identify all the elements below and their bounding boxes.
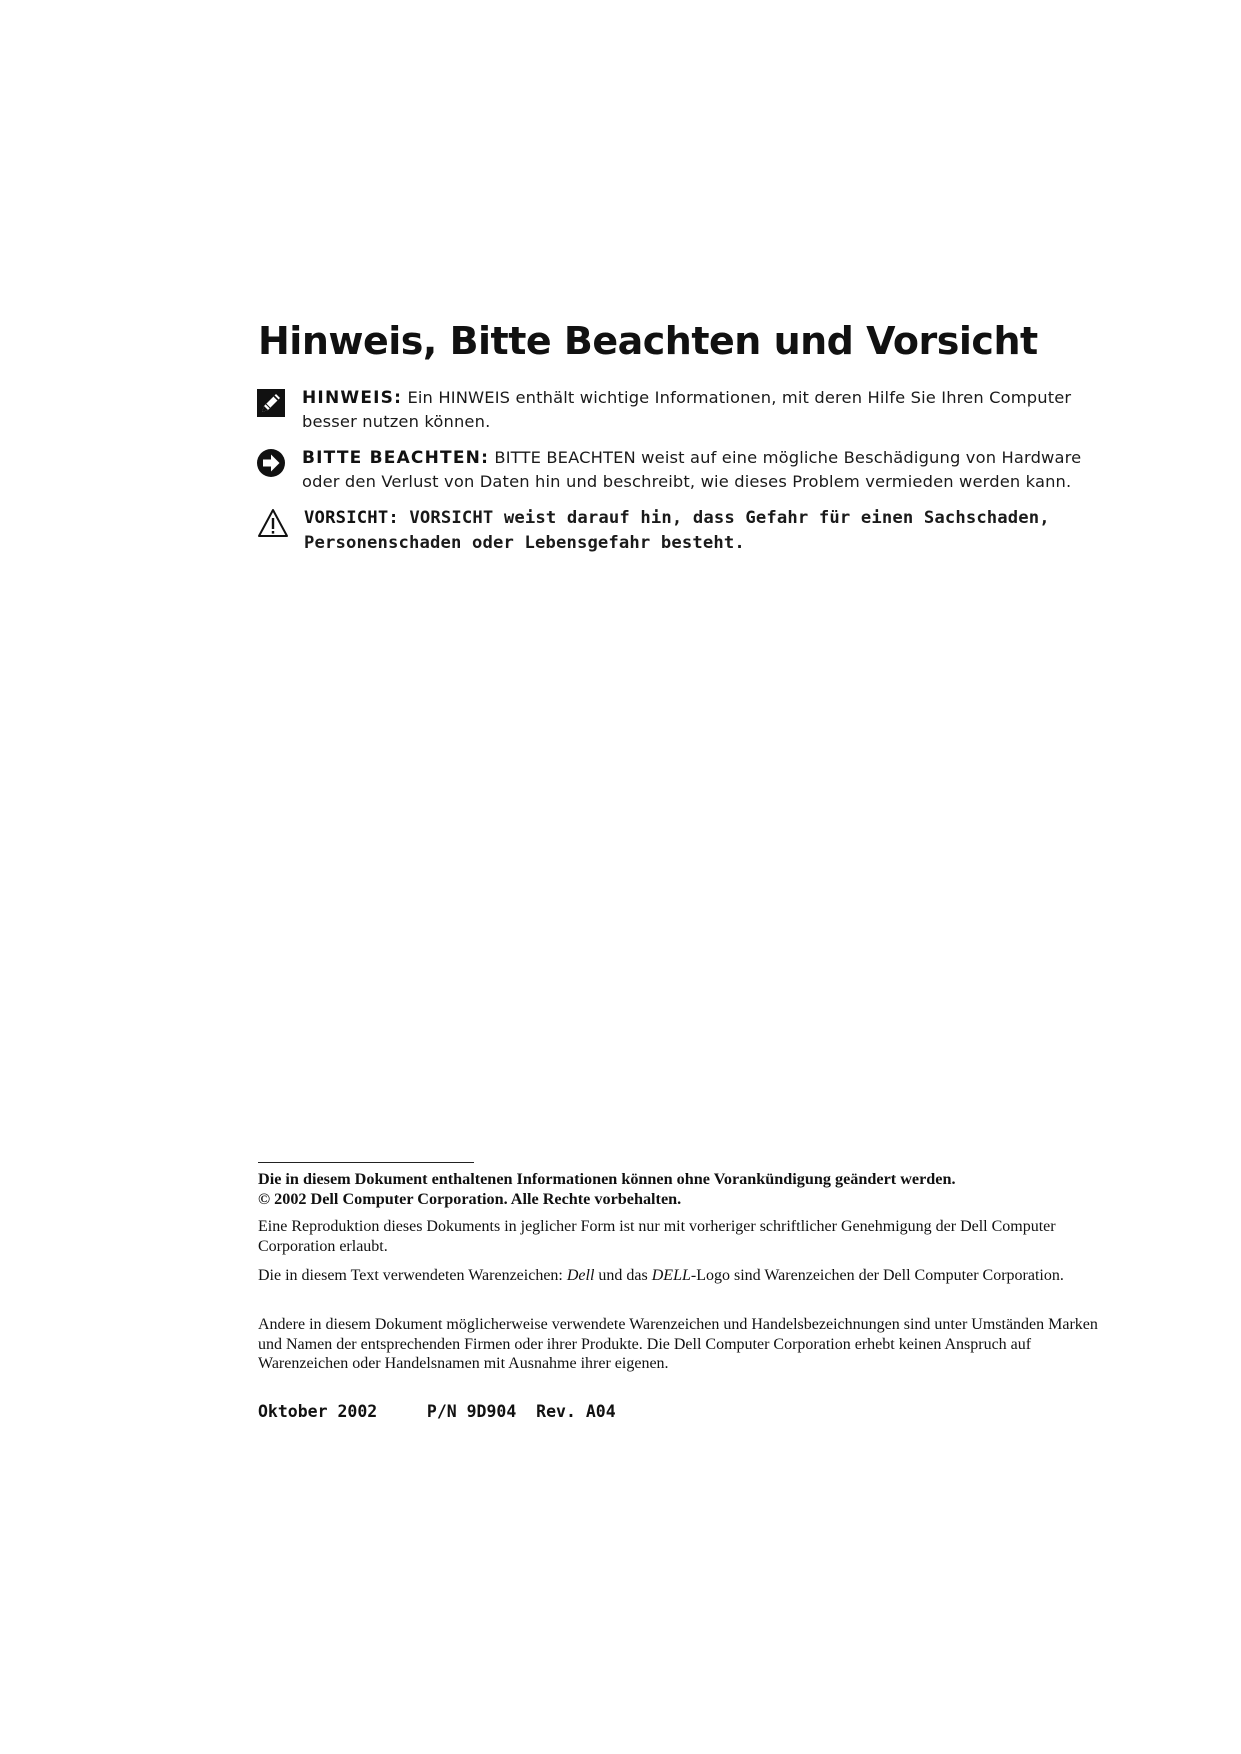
caution-label: VORSICHT: (304, 508, 399, 528)
trademark-text (258, 1266, 1098, 1286)
trademark-prefix: Die in diesem Text verwendeten Warenzeichen: (258, 1267, 567, 1284)
legal-divider (258, 1162, 474, 1163)
legal-changes-text: Die in diesem Dokument enthaltenen Informationen können ohne Vorankündigung geändert werden. (258, 1170, 956, 1188)
legal-notice (258, 1170, 1098, 1209)
notice-text: BITTE BEACHTEN weist auf eine mögliche Beschädigung von Hardware oder den Verlust von Daten hin und beschreibt, wie dieses Problem vermieden werden kann. (302, 448, 1082, 491)
copyright-text: © 2002 Dell Computer Corporation. Alle Rechte vorbehalten. (258, 1189, 682, 1208)
warning-triangle-icon (256, 508, 290, 538)
notice-label: BITTE BEACHTEN: (302, 448, 490, 468)
page-title: Hinweis, Bitte Beachten und Vorsicht (258, 319, 1038, 363)
trademark-dell-logo: DELL (651, 1267, 691, 1284)
other-trademarks-text: Andere in diesem Dokument möglicherweise verwendete Warenzeichen und Handelsbezeichnungen sind unter Umständen Marken und Namen der entsprechenden Firmen oder ihrer Produkte. Die Dell Computer Corporation erhebt keinen Anspruch auf Warenzeichen oder Handelsnamen mit Ausnahme ihrer eigenen. (258, 1316, 1098, 1372)
other-trademarks-notice (258, 1315, 1098, 1374)
note-label: HINWEIS: (302, 388, 403, 408)
document-footer (258, 1402, 616, 1421)
trademark-dell: Dell (566, 1267, 595, 1284)
caution-block (256, 506, 1096, 556)
pencil-note-icon (256, 388, 286, 418)
notice-block (256, 446, 1096, 494)
trademark-middle: und das (594, 1267, 652, 1284)
note-text: Ein HINWEIS enthält wichtige Informationen, mit deren Hilfe Sie Ihren Computer besser nutzen können. (302, 388, 1072, 431)
reproduction-text: Eine Reproduktion dieses Dokuments in jeglicher Form ist nur mit vorheriger schriftlicher Genehmigung der Dell Computer Corporation erlaubt. (258, 1218, 1056, 1255)
note-block (256, 386, 1096, 434)
trademark-notice (258, 1266, 1098, 1286)
caution-text: VORSICHT weist darauf hin, dass Gefahr für einen Sachschaden, Personenschaden oder Lebensgefahr besteht. (304, 508, 1050, 553)
footer-part-number: P/N 9D904 (426, 1402, 517, 1421)
footer-revision: Rev. A04 (536, 1402, 616, 1421)
reproduction-notice (258, 1217, 1098, 1256)
arrow-circle-icon (256, 448, 286, 478)
trademark-suffix: -Logo sind Warenzeichen der Dell Computer Corporation. (690, 1267, 1064, 1284)
footer-date: Oktober 2002 (258, 1402, 378, 1421)
